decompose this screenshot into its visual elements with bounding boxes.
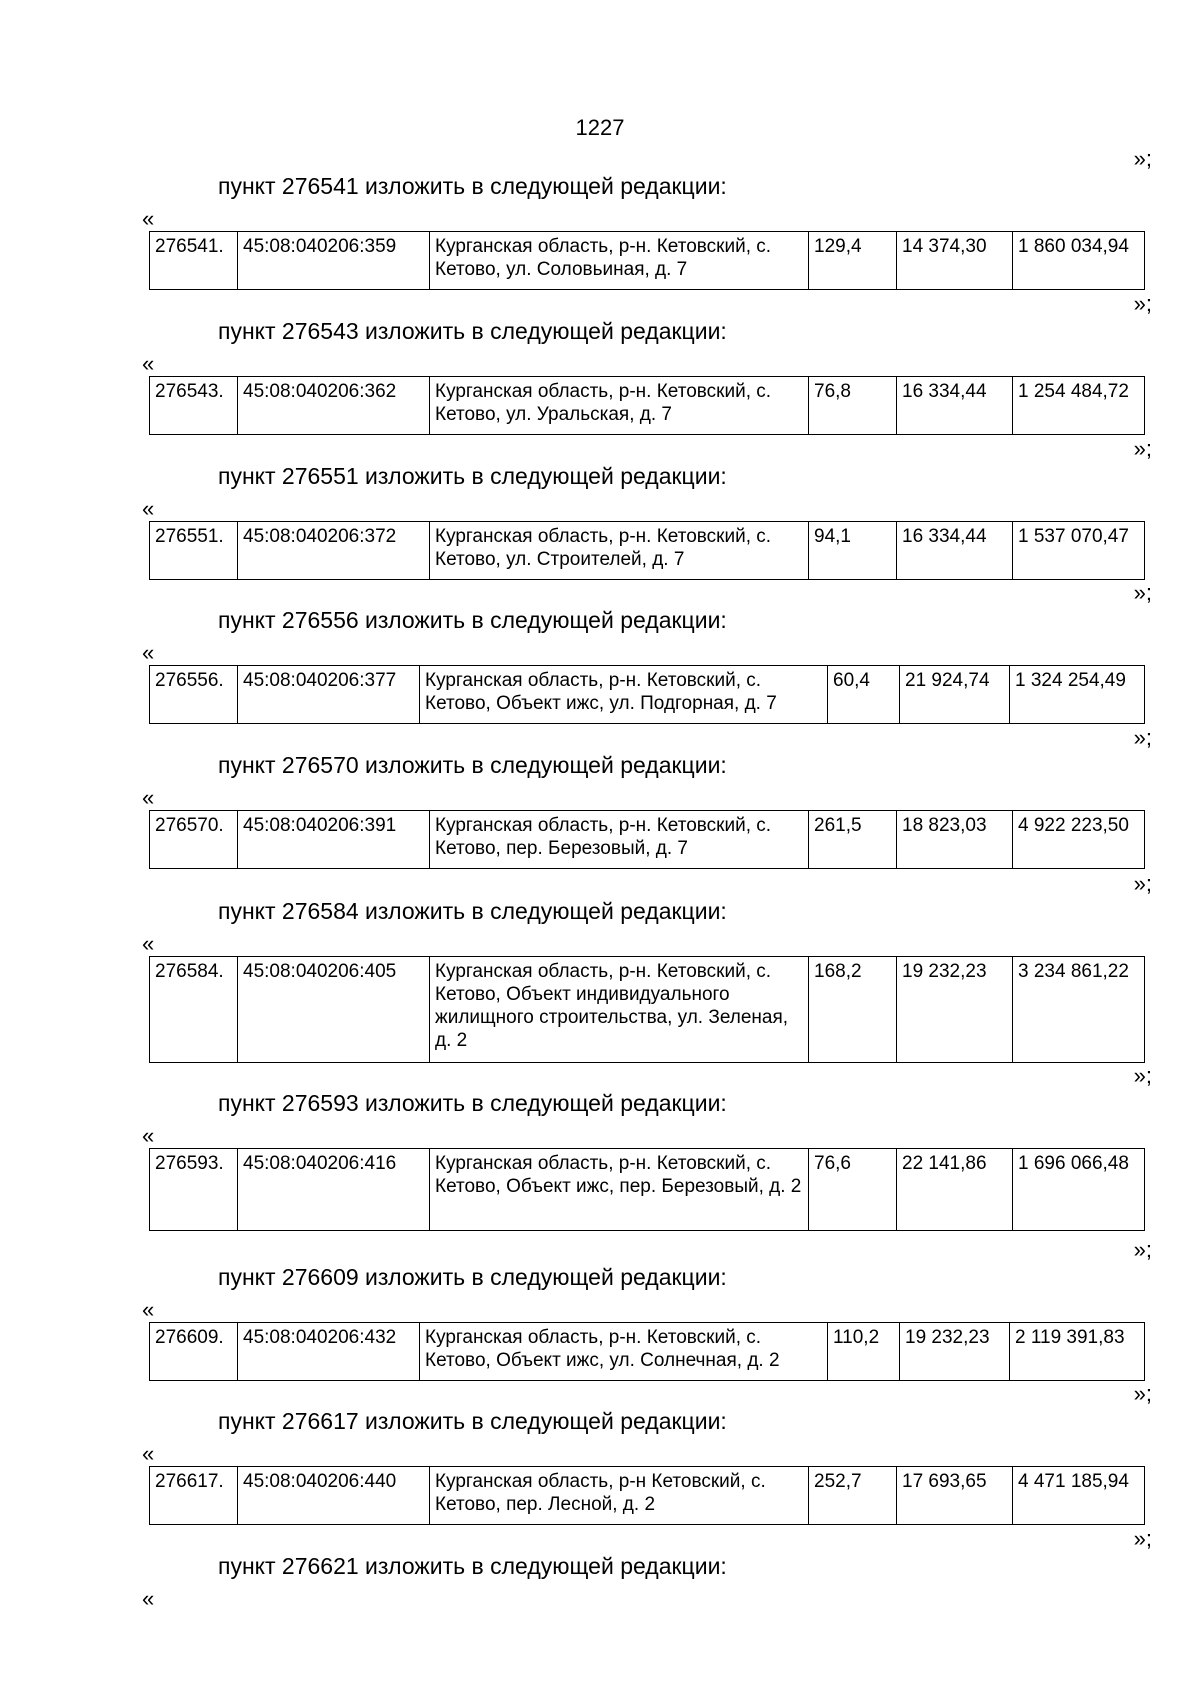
address-cell: Курганская область, р-н Кетовский, с. Кетово, пер. Лесной, д. 2 [430,1467,809,1525]
cadastral-number-cell: 45:08:040206:362 [238,377,430,435]
table-row [150,1149,1145,1231]
specific-value-cell: 22 141,86 [897,1149,1013,1231]
table-row [150,232,1145,290]
register-entry-table [149,1466,1145,1525]
amendment-instruction: пункт 276617 изложить в следующей редакции: [218,1408,727,1434]
opening-quote-mark: « [142,785,155,810]
closing-quote-mark: »; [1133,1381,1152,1406]
cadastral-value-cell: 4 922 223,50 [1013,811,1145,869]
closing-quote-mark: »; [1133,1063,1152,1088]
amendment-instruction: пункт 276593 изложить в следующей редакции: [218,1090,727,1116]
specific-value-cell: 17 693,65 [897,1467,1013,1525]
cadastral-value-cell: 1 696 066,48 [1013,1149,1145,1231]
cadastral-number-cell: 45:08:040206:391 [238,811,430,869]
area-cell: 60,4 [828,666,900,724]
cadastral-number-cell: 45:08:040206:432 [238,1323,420,1381]
amendment-instruction: пункт 276584 изложить в следующей редакции: [218,898,727,924]
cadastral-value-cell: 1 860 034,94 [1013,232,1145,290]
closing-quote-mark: »; [1133,1526,1152,1551]
page-number: 1227 [575,115,625,140]
closing-quote-mark: »; [1133,436,1152,461]
address-cell: Курганская область, р-н. Кетовский, с. Кетово, Объект ижс, ул. Подгорная, д. 7 [420,666,828,724]
closing-quote-mark: »; [1133,146,1152,171]
address-cell: Курганская область, р-н. Кетовский, с. Кетово, ул. Соловьиная, д. 7 [430,232,809,290]
specific-value-cell: 21 924,74 [900,666,1010,724]
specific-value-cell: 16 334,44 [897,522,1013,580]
opening-quote-mark: « [142,640,155,665]
register-entry-table [149,665,1145,724]
opening-quote-mark: « [142,1586,155,1611]
table-row [150,1323,1145,1381]
table-row [150,522,1145,580]
opening-quote-mark: « [142,496,155,521]
closing-quote-mark: »; [1133,871,1152,896]
cadastral-value-cell: 1 537 070,47 [1013,522,1145,580]
cadastral-number-cell: 45:08:040206:405 [238,957,430,1063]
cadastral-number-cell: 45:08:040206:359 [238,232,430,290]
item-number-cell: 276617. [150,1467,238,1525]
table-row [150,377,1145,435]
cadastral-number-cell: 45:08:040206:377 [238,666,420,724]
register-entry-table [149,956,1145,1063]
cadastral-number-cell: 45:08:040206:440 [238,1467,430,1525]
address-cell: Курганская область, р-н. Кетовский, с. Кетово, ул. Строителей, д. 7 [430,522,809,580]
area-cell: 129,4 [809,232,897,290]
item-number-cell: 276543. [150,377,238,435]
cadastral-number-cell: 45:08:040206:372 [238,522,430,580]
opening-quote-mark: « [142,1123,155,1148]
area-cell: 76,8 [809,377,897,435]
closing-quote-mark: »; [1133,725,1152,750]
opening-quote-mark: « [142,206,155,231]
area-cell: 94,1 [809,522,897,580]
cadastral-value-cell: 1 324 254,49 [1010,666,1145,724]
specific-value-cell: 16 334,44 [897,377,1013,435]
area-cell: 168,2 [809,957,897,1063]
address-cell: Курганская область, р-н. Кетовский, с. Кетово, Объект ижс, пер. Березовый, д. 2 [430,1149,809,1231]
table-row [150,1467,1145,1525]
item-number-cell: 276541. [150,232,238,290]
specific-value-cell: 19 232,23 [897,957,1013,1063]
amendment-instruction: пункт 276551 изложить в следующей редакции: [218,463,727,489]
closing-quote-mark: »; [1133,291,1152,316]
closing-quote-mark: »; [1133,1237,1152,1262]
register-entry-table [149,521,1145,580]
item-number-cell: 276556. [150,666,238,724]
cadastral-value-cell: 1 254 484,72 [1013,377,1145,435]
area-cell: 252,7 [809,1467,897,1525]
amendment-instruction: пункт 276541 изложить в следующей редакции: [218,173,727,199]
opening-quote-mark: « [142,1297,155,1322]
register-entry-table [149,376,1145,435]
register-entry-table [149,810,1145,869]
register-entry-table [149,1148,1145,1231]
area-cell: 76,6 [809,1149,897,1231]
specific-value-cell: 19 232,23 [900,1323,1010,1381]
amendment-instruction: пункт 276609 изложить в следующей редакции: [218,1264,727,1290]
area-cell: 261,5 [809,811,897,869]
cadastral-value-cell: 4 471 185,94 [1013,1467,1145,1525]
amendment-instruction: пункт 276570 изложить в следующей редакции: [218,752,727,778]
register-entry-table [149,1322,1145,1381]
item-number-cell: 276593. [150,1149,238,1231]
opening-quote-mark: « [142,931,155,956]
specific-value-cell: 14 374,30 [897,232,1013,290]
address-cell: Курганская область, р-н. Кетовский, с. Кетово, Объект ижс, ул. Солнечная, д. 2 [420,1323,828,1381]
address-cell: Курганская область, р-н. Кетовский, с. Кетово, Объект индивидуального жилищного строительства, ул. Зеленая, д. 2 [430,957,809,1063]
opening-quote-mark: « [142,1441,155,1466]
amendment-instruction: пункт 276543 изложить в следующей редакции: [218,318,727,344]
table-row [150,811,1145,869]
specific-value-cell: 18 823,03 [897,811,1013,869]
closing-quote-mark: »; [1133,580,1152,605]
address-cell: Курганская область, р-н. Кетовский, с. Кетово, ул. Уральская, д. 7 [430,377,809,435]
item-number-cell: 276551. [150,522,238,580]
cadastral-value-cell: 2 119 391,83 [1010,1323,1145,1381]
opening-quote-mark: « [142,351,155,376]
item-number-cell: 276609. [150,1323,238,1381]
cadastral-number-cell: 45:08:040206:416 [238,1149,430,1231]
cadastral-value-cell: 3 234 861,22 [1013,957,1145,1063]
item-number-cell: 276584. [150,957,238,1063]
address-cell: Курганская область, р-н. Кетовский, с. Кетово, пер. Березовый, д. 7 [430,811,809,869]
item-number-cell: 276570. [150,811,238,869]
table-row [150,666,1145,724]
amendment-instruction: пункт 276621 изложить в следующей редакции: [218,1553,727,1579]
register-entry-table [149,231,1145,290]
amendment-instruction: пункт 276556 изложить в следующей редакции: [218,607,727,633]
table-row [150,957,1145,1063]
area-cell: 110,2 [828,1323,900,1381]
